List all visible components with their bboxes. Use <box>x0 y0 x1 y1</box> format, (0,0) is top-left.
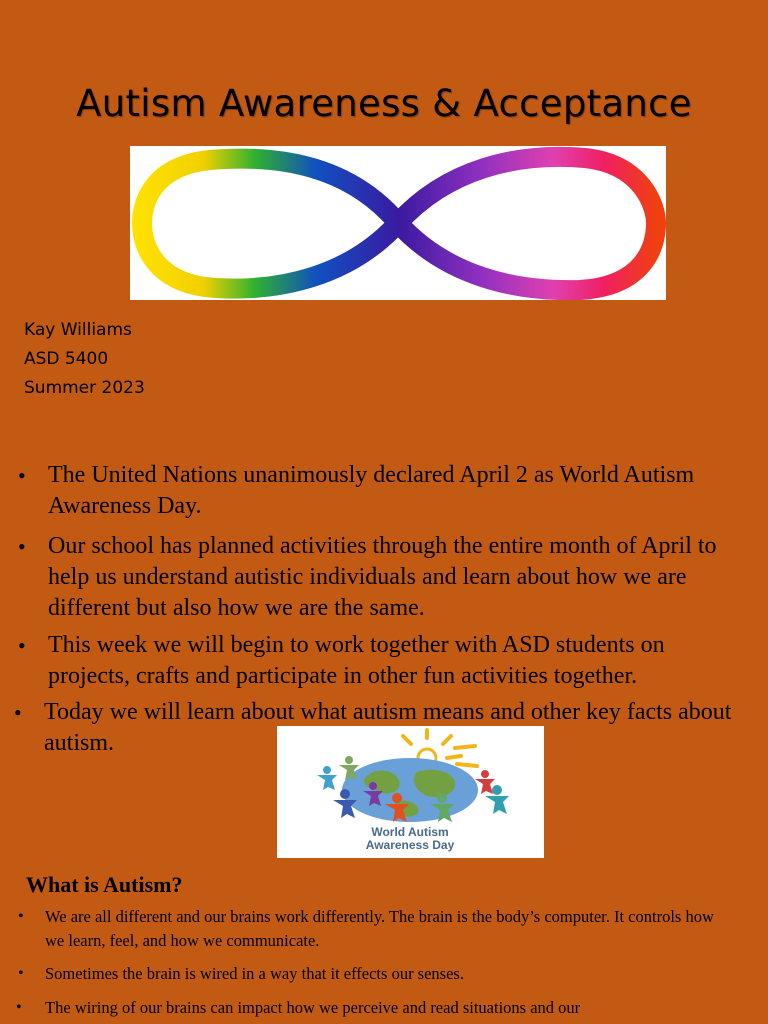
course-code: ASD 5400 <box>24 349 109 369</box>
page-title: Autism Awareness & Acceptance <box>76 82 692 125</box>
author-name: Kay Williams <box>24 320 132 340</box>
logo-text-line1: World Autism <box>371 825 449 839</box>
globe-people-icon <box>277 726 544 858</box>
logo-text-line2: Awareness Day <box>365 838 455 852</box>
author-block <box>24 316 145 403</box>
rainbow-infinity-icon <box>130 146 666 300</box>
infinity-symbol-image <box>130 146 666 300</box>
world-autism-awareness-day-logo <box>277 726 544 858</box>
term: Summer 2023 <box>24 378 145 398</box>
section-heading: What is Autism? <box>26 872 183 897</box>
